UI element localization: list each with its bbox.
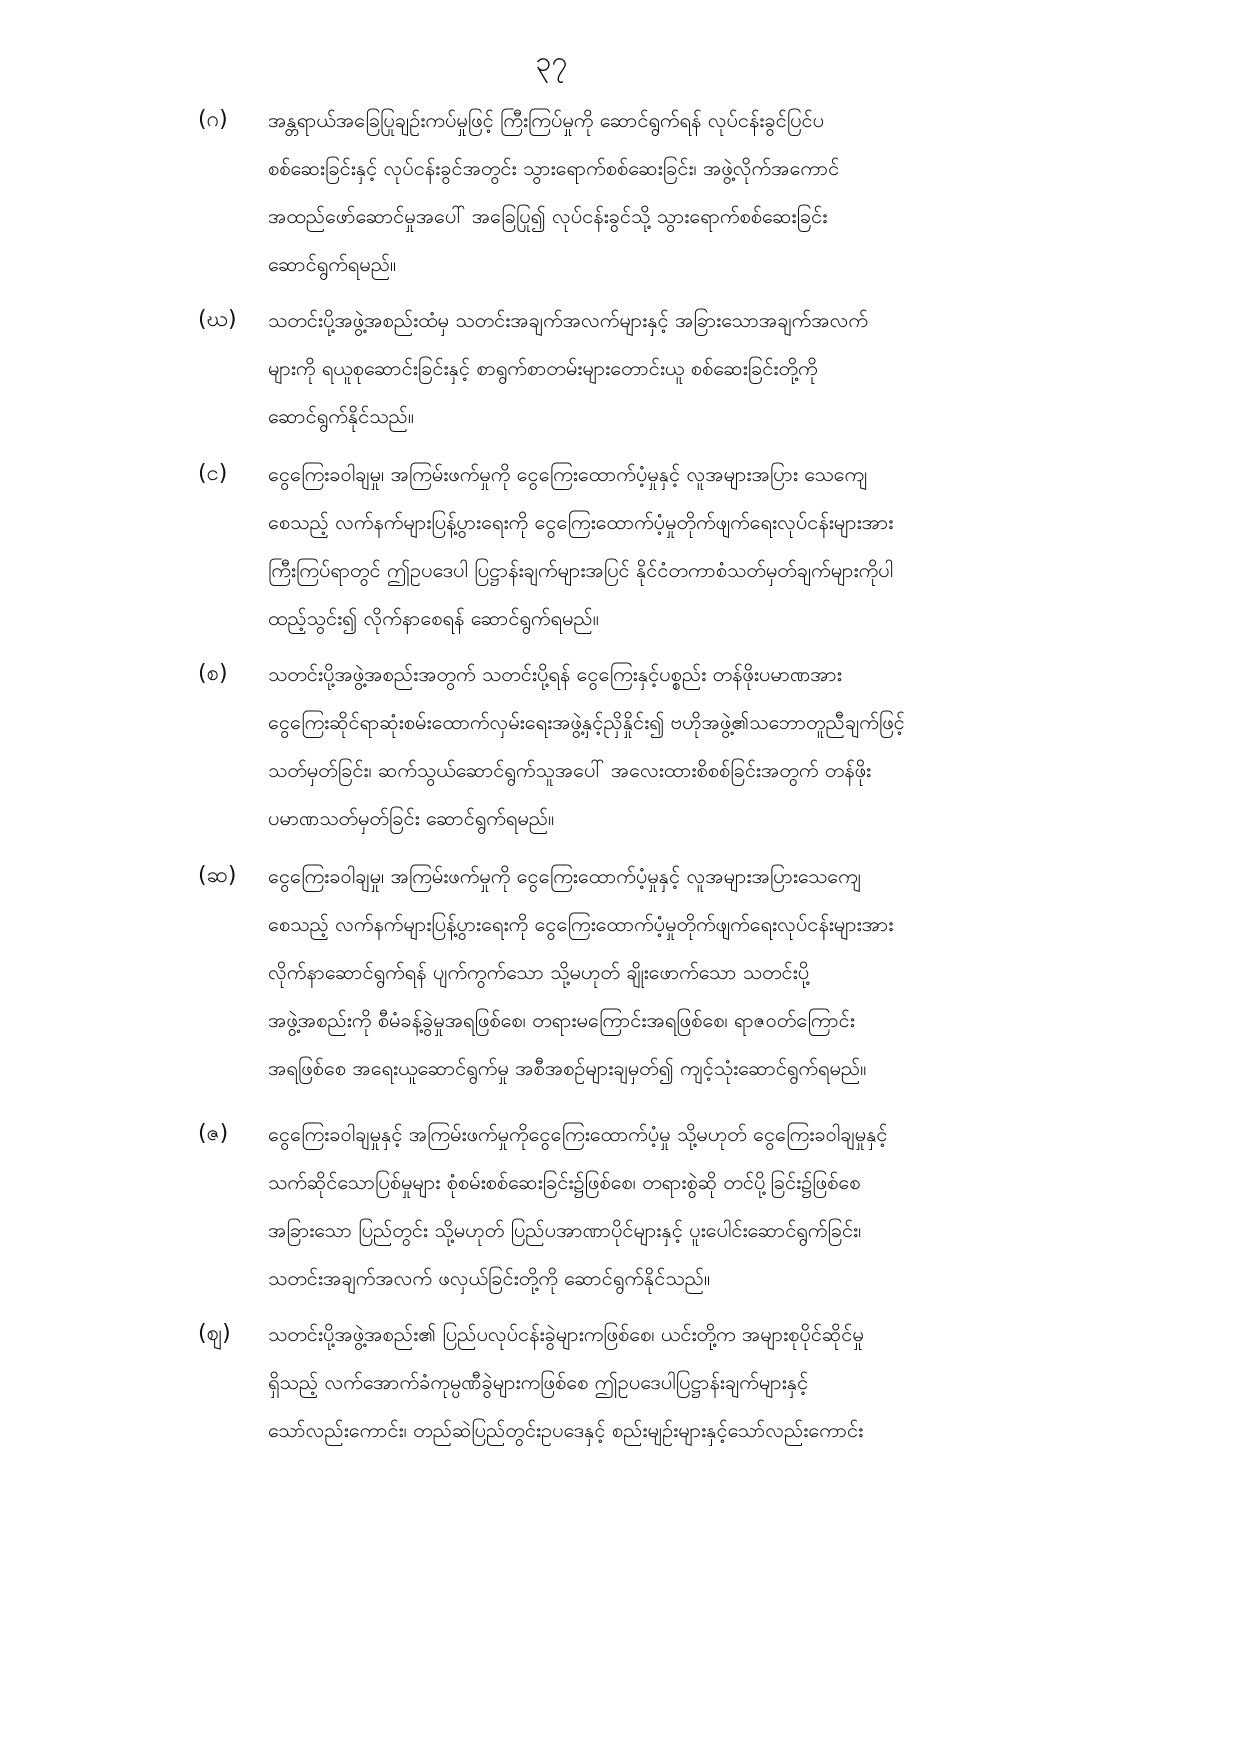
text-line: စေသည့် လက်နက်များပြန့်ပွားရေးကို ငွေကြေးထောက်ပံ့မှုတိုက်ဖျက်ရေးလုပ်ငန်းများအား (268, 912, 894, 936)
page-number: ၃၇ (535, 45, 568, 78)
text-line: ဆောင်ရွက်ရမည်။ (268, 252, 397, 276)
clause-text (268, 450, 1043, 642)
text-line: စေသည့် လက်နက်များပြန့်ပွားရေးကို ငွေကြေးထောက်ပံ့မှုတိုက်ဖျက်ရေးလုပ်ငန်းများအား (268, 510, 894, 534)
clause-text (268, 1110, 1043, 1302)
clause-text (268, 1310, 1043, 1454)
clause-label: (ဂ) (198, 107, 228, 132)
text-line: ငွေကြေးခဝါချမှု၊ အကြမ်းဖက်မှုကို ငွေကြေးထောက်ပံ့မှုနှင့် လူအများအပြား သေကျေ (268, 462, 868, 486)
text-line: ပမာဏသတ်မှတ်ခြင်း ဆောင်ရွက်ရမည်။ (268, 806, 555, 830)
text-line: သက်ဆိုင်သောပြစ်မှုများ စုံစမ်းစစ်ဆေးခြင်း၌ဖြစ်စေ၊ တရားစွဲဆို တင်ပို့ခြင်း၌ဖြစ်စေ (268, 1170, 861, 1194)
text-line: လိုက်နာဆောင်ရွက်ရန် ပျက်ကွက်သော သို့မဟုတ် ချိုးဖောက်သော သတင်းပို့ (268, 960, 810, 984)
text-line: ငွေကြေးဆိုင်ရာဆုံးစမ်းထောက်လှမ်းရေးအဖွဲ့နှင့်ညှိနှိုင်း၍ ဗဟိုအဖွဲ့၏သဘောတူညီချက်ဖြင့် (268, 710, 905, 734)
clause-label: (စ) (198, 661, 228, 686)
text-line: အန္တရာယ်အခြေပြုချဉ်းကပ်မှုဖြင့် ကြီးကြပ်မှုကို ဆောင်ရွက်ရန် လုပ်ငန်းခွင်ပြင်ပ (268, 108, 824, 132)
text-line: အဖွဲ့အစည်းကို စီမံခန့်ခွဲမှုအရဖြစ်စေ၊ တရားမကြောင်းအရဖြစ်စေ၊ ရာဇဝတ်ကြောင်း (268, 1008, 855, 1032)
text-line: သတင်းပို့အဖွဲ့အစည်းထံမှ သတင်းအချက်အလက်များနှင့် အခြားသောအချက်အလက် (268, 308, 868, 332)
text-line: အခြားသော ပြည်တွင်း သို့မဟုတ် ပြည်ပအာဏာပိုင်များနှင့် ပူးပေါင်းဆောင်ရွက်ခြင်း၊ (268, 1218, 862, 1242)
text-line: ငွေကြေးခဝါချမှုနှင့် အကြမ်းဖက်မှုကိုငွေကြေးထောက်ပံ့မှု သို့မဟုတ် ငွေကြေးခဝါချမှုနှင့် (268, 1122, 888, 1146)
clause-label: (ဇ) (198, 1121, 229, 1146)
text-line: သော်လည်းကောင်း၊ တည်ဆဲပြည်တွင်းဥပဒေနှင့် စည်းမျဉ်းများနှင့်သော်လည်းကောင်း (268, 1418, 864, 1442)
text-line: သတ်မှတ်ခြင်း၊ ဆက်သွယ်ဆောင်ရွက်သူအပေါ် အလေးထားစိစစ်ခြင်းအတွက် တန်ဖိုး (268, 758, 872, 782)
text-line: အထည်ဖော်ဆောင်မှုအပေါ် အခြေပြု၍ လုပ်ငန်းခွင်သို့ သွားရောက်စစ်ဆေးခြင်း (268, 204, 828, 228)
text-line: သတင်းအချက်အလက် ဖလှယ်ခြင်းတို့ကို ဆောင်ရွက်နိုင်သည်။ (268, 1266, 711, 1290)
clause-text (268, 96, 1043, 288)
text-line: အရဖြစ်စေ အရေးယူဆောင်ရွက်မှု အစီအစဉ်များချမှတ်၍ ကျင့်သုံးဆောင်ရွက်ရမည်။ (268, 1056, 867, 1080)
clause-label: (ဆ) (198, 863, 237, 888)
text-line: သတင်းပို့အဖွဲ့အစည်းအတွက် သတင်းပို့ရန် ငွေကြေးနှင့်ပစ္စည်း တန်ဖိုးပမာဏအား (268, 662, 842, 686)
text-line: ဆောင်ရွက်နိုင်သည်။ (268, 404, 414, 428)
text-line: ရှိသည့် လက်အောက်ခံကုမ္ပဏီခွဲများကဖြစ်စေ ဤဥပဒေပါပြဋ္ဌာန်းချက်များနှင့် (268, 1370, 809, 1394)
text-line: များကို ရယူစုဆောင်းခြင်းနှင့် စာရွက်စာတမ်းများတောင်းယူ စစ်ဆေးခြင်းတို့ကို (268, 356, 818, 380)
clause-label: (ဈ) (198, 1321, 231, 1346)
clause-label: (င) (198, 461, 228, 486)
text-line: စစ်ဆေးခြင်းနှင့် လုပ်ငန်းခွင်အတွင်း သွားရောက်စစ်ဆေးခြင်း၊ အဖွဲ့လိုက်အကောင် (268, 156, 840, 180)
text-line: သတင်းပို့အဖွဲ့အစည်း၏ ပြည်ပလုပ်ငန်းခွဲများကဖြစ်စေ၊ ယင်းတို့က အများစုပိုင်ဆိုင်မှု (268, 1322, 864, 1346)
clause-text (268, 296, 1043, 440)
text-line: ကြီးကြပ်ရာတွင် ဤဥပဒေပါ ပြဋ္ဌာန်းချက်များအပြင် နိုင်ငံတကာစံသတ်မှတ်ချက်များကိုပါ (268, 558, 894, 582)
text-line: ထည့်သွင်း၍ လိုက်နာစေရန် ဆောင်ရွက်ရမည်။ (268, 606, 599, 630)
clause-label: (ဃ) (198, 307, 237, 332)
text-line: ငွေကြေးခဝါချမှု၊ အကြမ်းဖက်မှုကို ငွေကြေးထောက်ပံ့မှုနှင့် လူအများအပြားသေကျေ (268, 864, 861, 888)
clause-text (268, 650, 1043, 842)
clause-text (268, 852, 1043, 1092)
